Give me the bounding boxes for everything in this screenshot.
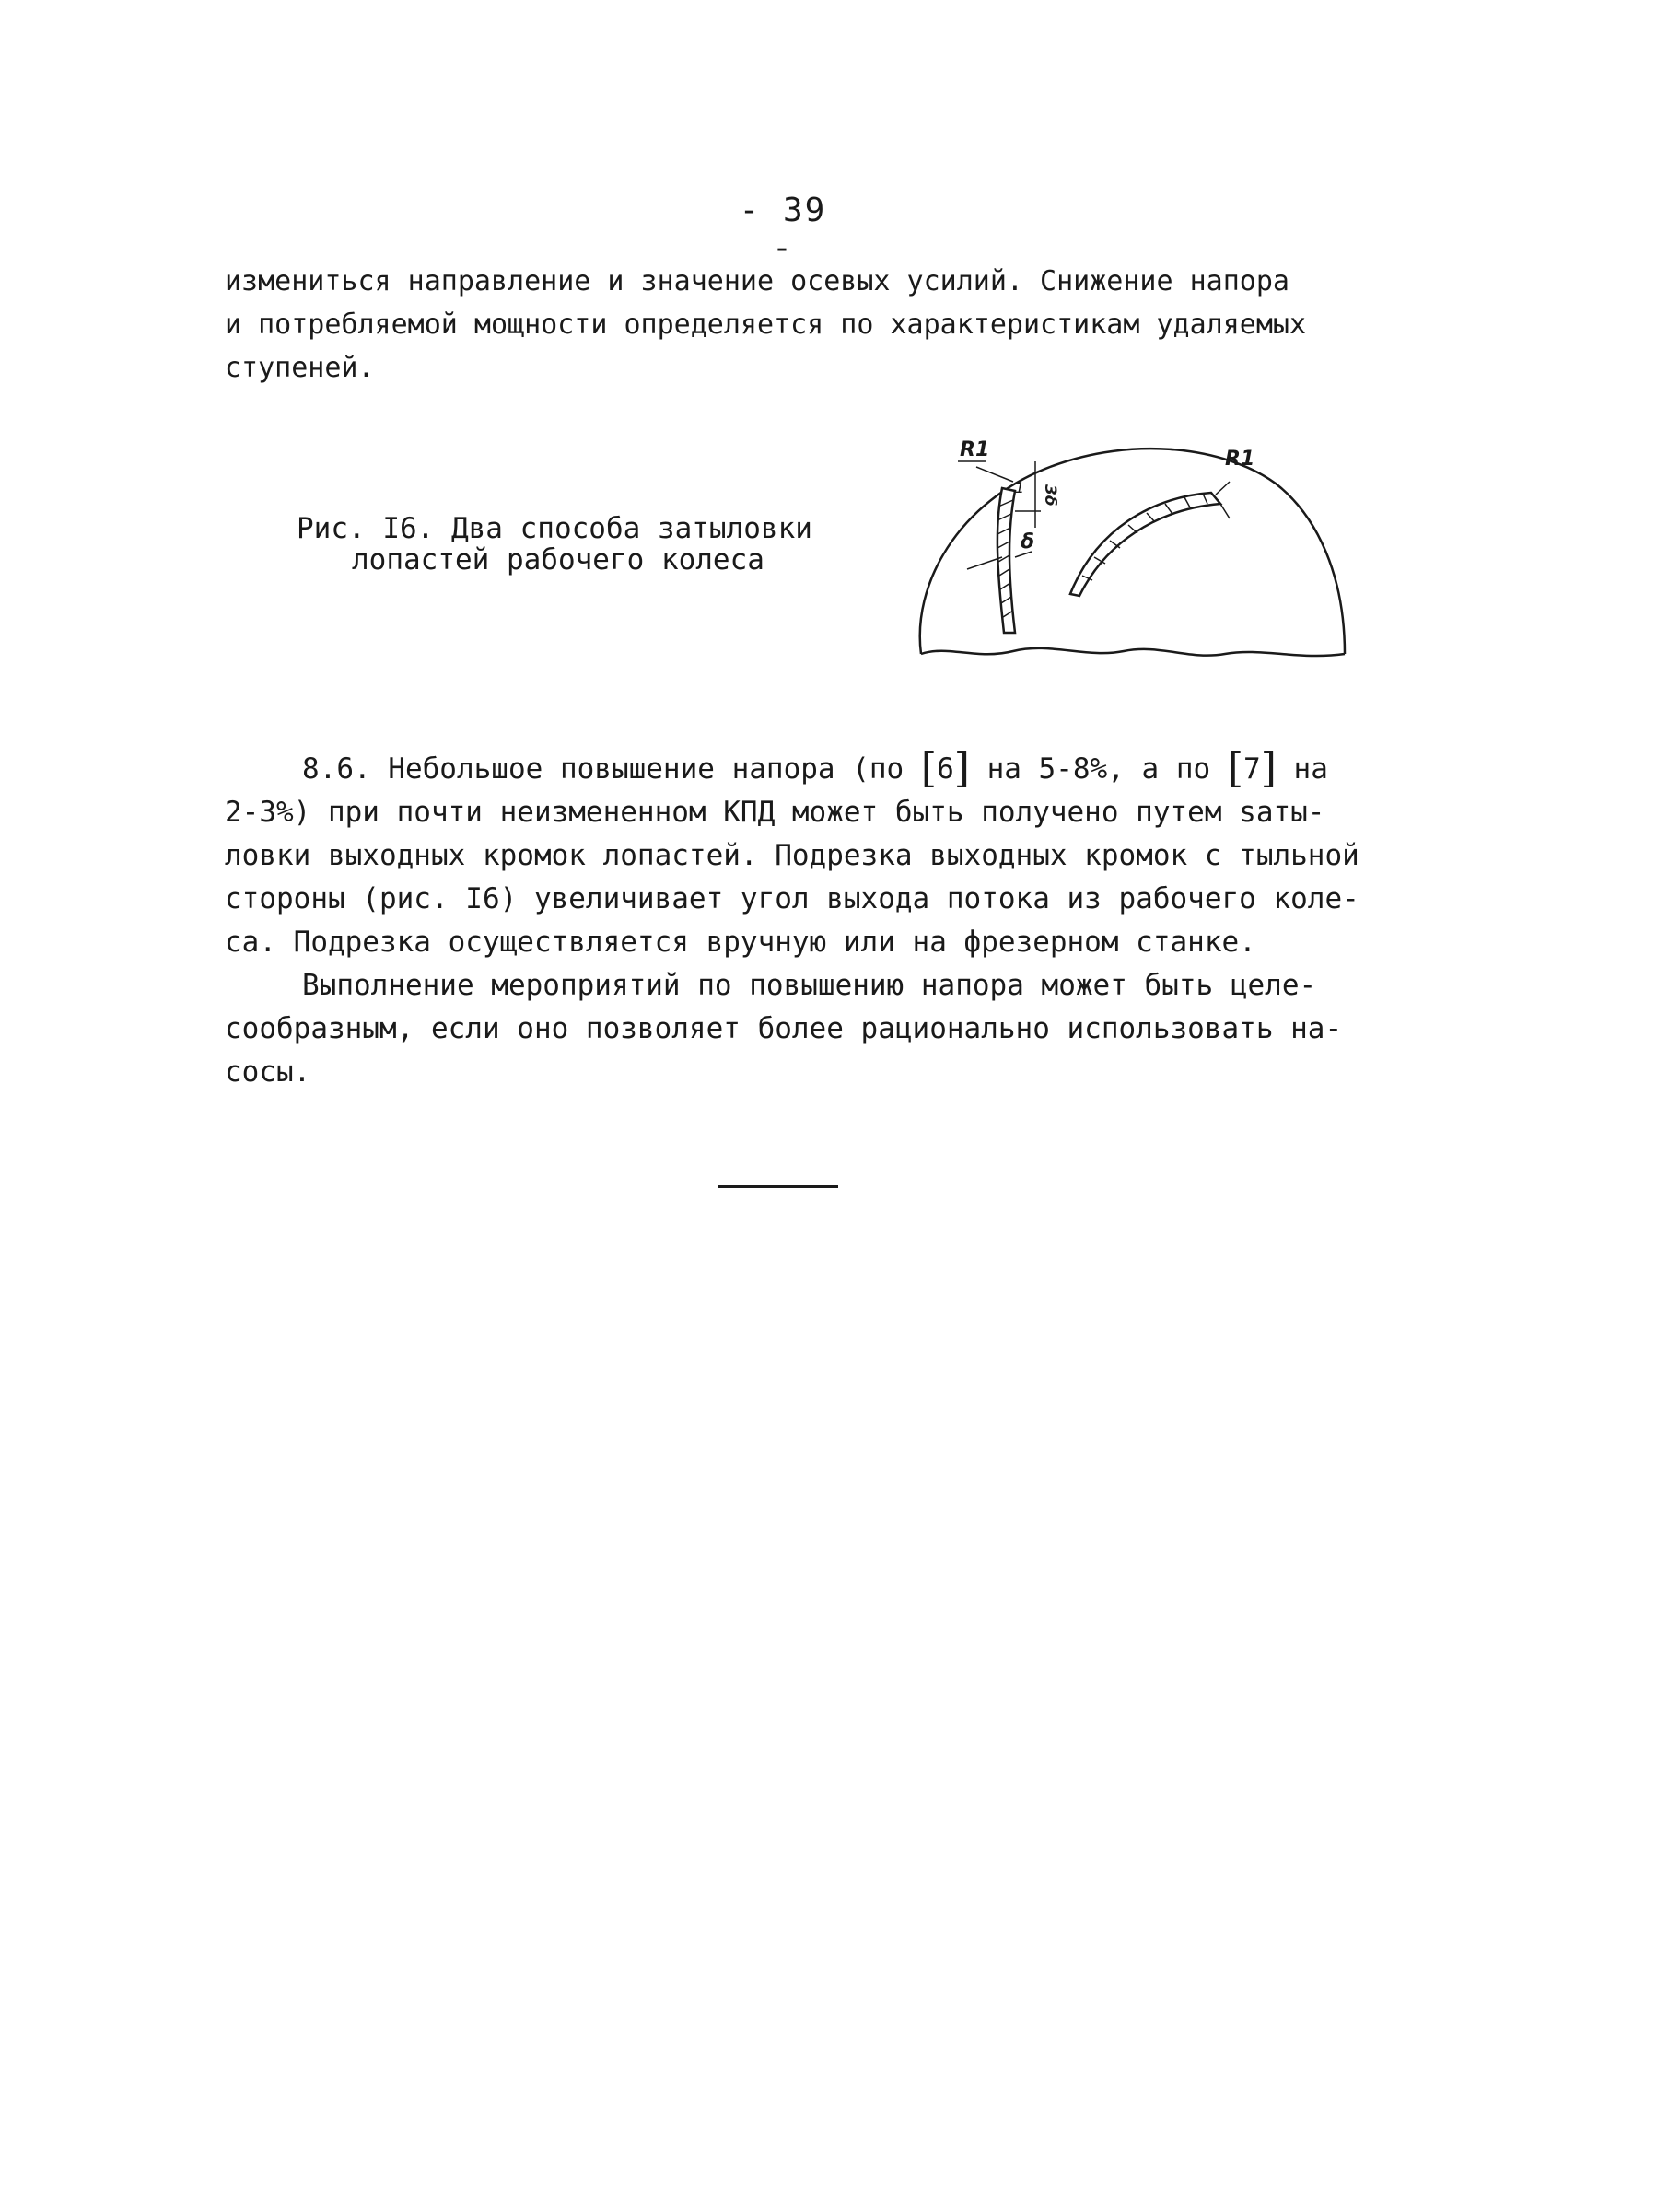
text-line: ступеней.: [225, 352, 375, 384]
page-number: - 39 -: [739, 192, 827, 267]
text-line: измениться направление и значение осевых усилий. Снижение напора: [225, 265, 1289, 297]
ref-bracket-open: [: [920, 745, 938, 792]
caption-line: Рис. I6. Два способа затыловки: [297, 512, 812, 545]
text-segment: на 5-8%, а по: [969, 752, 1228, 786]
text-line: 2-3%) при почти неизмененном КПД может быть получено путем saты-: [225, 796, 1325, 829]
text-segment: 8.6. Небольшое повышение напора (по: [302, 752, 921, 786]
label-r1-right: R1: [1225, 448, 1255, 471]
label-r1-left: R1: [960, 438, 990, 461]
label-delta: δ: [1021, 530, 1035, 553]
ref-bracket-close: ]: [1260, 745, 1277, 792]
text-line: стороны (рис. I6) увеличивает угол выхода потока из рабочего коле-: [225, 882, 1359, 915]
text-line: са. Подрезка осуществляется вручную или на фрезерном станке.: [225, 926, 1256, 959]
dimension-line: [1216, 482, 1230, 495]
wheel-outline: [920, 449, 1345, 654]
impeller-blade-figure: [912, 419, 1354, 677]
text-line: сосы.: [225, 1055, 311, 1089]
dimension-line: [1220, 504, 1230, 518]
break-line: [921, 648, 1345, 656]
text-line: ловки выходных кромок лопастей. Подрезка выходных кромок с тыльной: [225, 839, 1359, 872]
ref-bracket-open: [: [1227, 745, 1244, 792]
paragraph-top: [225, 260, 1385, 390]
label-1: 1: [1015, 479, 1025, 496]
caption-line: лопастей рабочего колеса: [352, 543, 764, 577]
figure-caption: [297, 513, 849, 576]
text-line: сообразным, если оно позволяет более рационально использовать на-: [225, 1012, 1343, 1045]
end-rule: [718, 1185, 838, 1188]
reference-6[interactable]: 6: [937, 752, 954, 786]
text-segment: на: [1276, 752, 1328, 786]
paragraph-8-6: [225, 745, 1422, 964]
ref-bracket-close: ]: [953, 745, 970, 792]
text-line: и потребляемой мощности определяется по характеристикам удаляемых: [225, 309, 1306, 341]
dimension-line: [976, 467, 1013, 482]
right-blade: [1070, 493, 1220, 596]
text-line: Выполнение мероприятий по повышению напора может быть целе-: [302, 969, 1317, 1002]
reference-7[interactable]: 7: [1243, 752, 1261, 786]
label-3delta: 3δ: [1041, 484, 1059, 507]
text-line: [225, 745, 1422, 792]
paragraph-final: [225, 964, 1422, 1094]
